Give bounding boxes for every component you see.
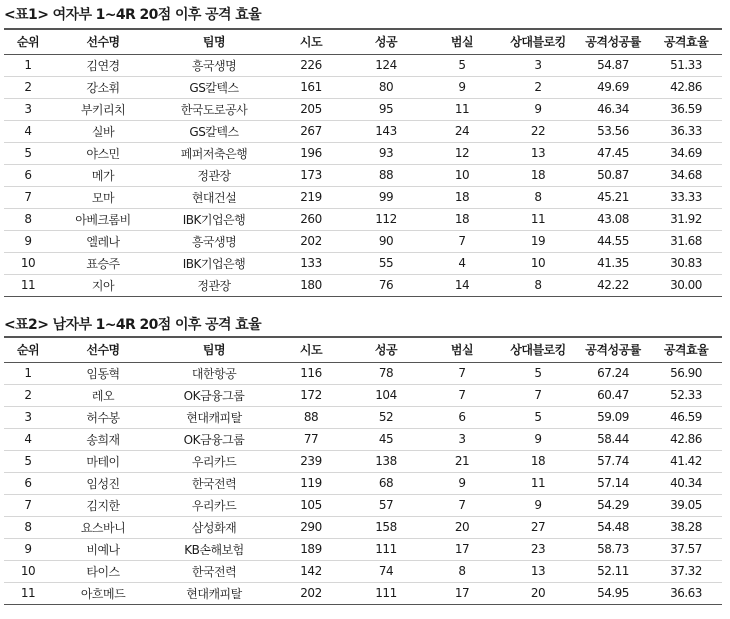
table-cell: 송희재 [52, 428, 154, 450]
table-cell: 45.21 [576, 186, 650, 208]
table-cell: 현대건설 [154, 186, 274, 208]
table-cell: 267 [274, 120, 348, 142]
table-cell: 31.68 [650, 230, 722, 252]
table1 [4, 28, 722, 297]
table-cell: KB손해보험 [154, 538, 274, 560]
table-cell: 42.86 [650, 76, 722, 98]
table-cell: 30.00 [650, 274, 722, 296]
table-cell: 23 [500, 538, 576, 560]
table-cell: 112 [348, 208, 424, 230]
table-cell: 페퍼저축은행 [154, 142, 274, 164]
table1-header-row [4, 29, 722, 54]
table-cell: 105 [274, 494, 348, 516]
table-cell: 아흐메드 [52, 582, 154, 604]
table-cell: 80 [348, 76, 424, 98]
column-header: 상대블로킹 [500, 29, 576, 54]
table-cell: 41.42 [650, 450, 722, 472]
table-cell: 54.87 [576, 54, 650, 76]
table-cell: 189 [274, 538, 348, 560]
table-cell: 51.33 [650, 54, 722, 76]
table-cell: 2 [500, 76, 576, 98]
table-cell: 39.05 [650, 494, 722, 516]
table-cell: 허수봉 [52, 406, 154, 428]
table2-header-row [4, 337, 722, 362]
table-cell: 3 [4, 406, 52, 428]
table-cell: 37.32 [650, 560, 722, 582]
table-cell: 239 [274, 450, 348, 472]
table-cell: 요스바니 [52, 516, 154, 538]
table-cell: 17 [424, 582, 500, 604]
table-cell: 3 [424, 428, 500, 450]
table-cell: 9 [500, 494, 576, 516]
table-row [4, 54, 722, 76]
column-header: 공격효율 [650, 29, 722, 54]
table-cell: 54.95 [576, 582, 650, 604]
table-cell: 36.59 [650, 98, 722, 120]
table-cell: 삼성화재 [154, 516, 274, 538]
table-cell: 31.92 [650, 208, 722, 230]
table-cell: 모마 [52, 186, 154, 208]
table-cell: 4 [4, 428, 52, 450]
column-header: 공격성공률 [576, 337, 650, 362]
table-cell: 226 [274, 54, 348, 76]
table-cell: 37.57 [650, 538, 722, 560]
table-cell: 133 [274, 252, 348, 274]
table-cell: 9 [424, 472, 500, 494]
table-cell: 대한항공 [154, 362, 274, 384]
table-cell: 3 [4, 98, 52, 120]
column-header: 시도 [274, 29, 348, 54]
table-row [4, 406, 722, 428]
table-cell: 강소휘 [52, 76, 154, 98]
table-cell: 김지한 [52, 494, 154, 516]
table-cell: 지아 [52, 274, 154, 296]
table-cell: 실바 [52, 120, 154, 142]
table-row [4, 582, 722, 604]
column-header: 공격효율 [650, 337, 722, 362]
table-cell: 43.08 [576, 208, 650, 230]
table-cell: 엘레나 [52, 230, 154, 252]
table-cell: 50.87 [576, 164, 650, 186]
column-header: 순위 [4, 337, 52, 362]
table-cell: 11 [424, 98, 500, 120]
table-row [4, 252, 722, 274]
column-header: 성공 [348, 29, 424, 54]
table-cell: 18 [424, 208, 500, 230]
table-row [4, 230, 722, 252]
table-cell: 6 [4, 472, 52, 494]
table-cell: 68 [348, 472, 424, 494]
table-cell: 27 [500, 516, 576, 538]
table-row [4, 164, 722, 186]
table-cell: 33.33 [650, 186, 722, 208]
table-cell: 52.33 [650, 384, 722, 406]
table-cell: 김연경 [52, 54, 154, 76]
table-cell: 42.22 [576, 274, 650, 296]
table-cell: 22 [500, 120, 576, 142]
table-cell: 11 [4, 274, 52, 296]
table-cell: 78 [348, 362, 424, 384]
table-cell: 161 [274, 76, 348, 98]
table-row [4, 362, 722, 384]
table2-caption: <표2> 남자부 1~4R 20점 이후 공격 효율 [4, 317, 262, 333]
table2 [4, 336, 722, 605]
table-cell: 표승주 [52, 252, 154, 274]
column-header: 범실 [424, 29, 500, 54]
table-cell: 10 [424, 164, 500, 186]
table-cell: 205 [274, 98, 348, 120]
table-cell: 36.33 [650, 120, 722, 142]
table-cell: 임성진 [52, 472, 154, 494]
table-row [4, 274, 722, 296]
table-cell: 2 [4, 76, 52, 98]
table-cell: 흥국생명 [154, 54, 274, 76]
table-cell: 10 [500, 252, 576, 274]
table-cell: 6 [4, 164, 52, 186]
table-row [4, 538, 722, 560]
table-cell: 36.63 [650, 582, 722, 604]
table-cell: 11 [500, 208, 576, 230]
table-cell: 11 [4, 582, 52, 604]
table-cell: 타이스 [52, 560, 154, 582]
table-cell: 정관장 [154, 164, 274, 186]
table-cell: 111 [348, 582, 424, 604]
table-row [4, 516, 722, 538]
table-cell: 19 [500, 230, 576, 252]
table-cell: 2 [4, 384, 52, 406]
table-cell: 58.44 [576, 428, 650, 450]
column-header: 시도 [274, 337, 348, 362]
table-cell: IBK기업은행 [154, 208, 274, 230]
table-cell: OK금융그룹 [154, 428, 274, 450]
table-cell: 우리카드 [154, 494, 274, 516]
table-cell: 18 [424, 186, 500, 208]
column-header: 상대블로킹 [500, 337, 576, 362]
table-cell: 45 [348, 428, 424, 450]
table-cell: 13 [500, 142, 576, 164]
table-cell: 10 [4, 252, 52, 274]
table-cell: 53.56 [576, 120, 650, 142]
column-header: 순위 [4, 29, 52, 54]
table-cell: 7 [424, 494, 500, 516]
table-cell: 7 [4, 186, 52, 208]
table-cell: 9 [4, 538, 52, 560]
table-cell: 8 [424, 560, 500, 582]
table-cell: 77 [274, 428, 348, 450]
table-cell: 5 [4, 142, 52, 164]
table-cell: 52 [348, 406, 424, 428]
table-cell: 59.09 [576, 406, 650, 428]
table-cell: 202 [274, 582, 348, 604]
table-cell: 158 [348, 516, 424, 538]
column-header: 팀명 [154, 337, 274, 362]
table-cell: 76 [348, 274, 424, 296]
table-cell: 현대캐피탈 [154, 406, 274, 428]
table-cell: 7 [424, 230, 500, 252]
table-cell: 임동혁 [52, 362, 154, 384]
column-header: 팀명 [154, 29, 274, 54]
table-cell: 30.83 [650, 252, 722, 274]
table-cell: 88 [274, 406, 348, 428]
table-cell: 부키리치 [52, 98, 154, 120]
table-cell: IBK기업은행 [154, 252, 274, 274]
table-cell: 34.68 [650, 164, 722, 186]
table-cell: 야스민 [52, 142, 154, 164]
table-cell: 47.45 [576, 142, 650, 164]
table-cell: 42.86 [650, 428, 722, 450]
table-cell: 38.28 [650, 516, 722, 538]
table-cell: OK금융그룹 [154, 384, 274, 406]
table-cell: 58.73 [576, 538, 650, 560]
table-cell: 현대캐피탈 [154, 582, 274, 604]
table-row [4, 76, 722, 98]
column-header: 선수명 [52, 29, 154, 54]
table-cell: 정관장 [154, 274, 274, 296]
table-row [4, 384, 722, 406]
table-cell: 55 [348, 252, 424, 274]
table-row [4, 120, 722, 142]
table-cell: 아베크롬비 [52, 208, 154, 230]
table-cell: 34.69 [650, 142, 722, 164]
table-cell: 8 [4, 208, 52, 230]
table-cell: 14 [424, 274, 500, 296]
table-cell: 290 [274, 516, 348, 538]
table-cell: 138 [348, 450, 424, 472]
table-cell: 18 [500, 164, 576, 186]
table-cell: 18 [500, 450, 576, 472]
table-cell: 6 [424, 406, 500, 428]
table-row [4, 472, 722, 494]
table-cell: 7 [424, 384, 500, 406]
table-cell: 5 [500, 362, 576, 384]
table-cell: GS칼텍스 [154, 120, 274, 142]
column-header: 범실 [424, 337, 500, 362]
table-cell: 흥국생명 [154, 230, 274, 252]
table-cell: 173 [274, 164, 348, 186]
table-cell: 8 [500, 274, 576, 296]
table-cell: 52.11 [576, 560, 650, 582]
table-cell: 5 [424, 54, 500, 76]
table-cell: 7 [500, 384, 576, 406]
table-cell: 202 [274, 230, 348, 252]
table-cell: 10 [4, 560, 52, 582]
table-cell: 9 [500, 428, 576, 450]
table-cell: 9 [500, 98, 576, 120]
table-cell: 119 [274, 472, 348, 494]
table-cell: 비예나 [52, 538, 154, 560]
table-cell: 9 [424, 76, 500, 98]
table-cell: 49.69 [576, 76, 650, 98]
table-cell: 54.48 [576, 516, 650, 538]
column-header: 성공 [348, 337, 424, 362]
table-cell: 116 [274, 362, 348, 384]
table-cell: 한국도로공사 [154, 98, 274, 120]
table-cell: 3 [500, 54, 576, 76]
table-cell: 한국전력 [154, 472, 274, 494]
table-row [4, 98, 722, 120]
table-cell: 219 [274, 186, 348, 208]
table-cell: 8 [500, 186, 576, 208]
table-cell: 21 [424, 450, 500, 472]
table-cell: 172 [274, 384, 348, 406]
table-row [4, 494, 722, 516]
table-cell: 12 [424, 142, 500, 164]
column-header: 선수명 [52, 337, 154, 362]
table-cell: 99 [348, 186, 424, 208]
table-cell: 8 [4, 516, 52, 538]
table-cell: 40.34 [650, 472, 722, 494]
table-row [4, 142, 722, 164]
table-cell: 마테이 [52, 450, 154, 472]
table-cell: 104 [348, 384, 424, 406]
table-cell: 7 [424, 362, 500, 384]
table-cell: 46.34 [576, 98, 650, 120]
table-cell: 93 [348, 142, 424, 164]
table-cell: 111 [348, 538, 424, 560]
table-cell: 196 [274, 142, 348, 164]
table-cell: 11 [500, 472, 576, 494]
table-cell: 57.74 [576, 450, 650, 472]
table-row [4, 208, 722, 230]
table-cell: 46.59 [650, 406, 722, 428]
table-row [4, 450, 722, 472]
table-cell: 20 [424, 516, 500, 538]
table-cell: 90 [348, 230, 424, 252]
column-header: 공격성공률 [576, 29, 650, 54]
table-cell: 4 [4, 120, 52, 142]
table-cell: 9 [4, 230, 52, 252]
table-cell: GS칼텍스 [154, 76, 274, 98]
table-cell: 7 [4, 494, 52, 516]
table-cell: 60.47 [576, 384, 650, 406]
table-cell: 24 [424, 120, 500, 142]
table-cell: 57 [348, 494, 424, 516]
table-cell: 1 [4, 54, 52, 76]
table-cell: 143 [348, 120, 424, 142]
table-row [4, 186, 722, 208]
table-cell: 레오 [52, 384, 154, 406]
table-cell: 20 [500, 582, 576, 604]
table-cell: 142 [274, 560, 348, 582]
table-cell: 우리카드 [154, 450, 274, 472]
table-cell: 124 [348, 54, 424, 76]
table-cell: 13 [500, 560, 576, 582]
table-cell: 41.35 [576, 252, 650, 274]
table-cell: 56.90 [650, 362, 722, 384]
table-row [4, 428, 722, 450]
table1-caption: <표1> 여자부 1~4R 20점 이후 공격 효율 [4, 7, 262, 23]
table-cell: 5 [500, 406, 576, 428]
table-cell: 5 [4, 450, 52, 472]
table-cell: 180 [274, 274, 348, 296]
table-cell: 67.24 [576, 362, 650, 384]
table-cell: 57.14 [576, 472, 650, 494]
table-cell: 88 [348, 164, 424, 186]
table-cell: 한국전력 [154, 560, 274, 582]
table-cell: 1 [4, 362, 52, 384]
table-cell: 95 [348, 98, 424, 120]
table-cell: 메가 [52, 164, 154, 186]
table-cell: 4 [424, 252, 500, 274]
table-cell: 74 [348, 560, 424, 582]
table-cell: 17 [424, 538, 500, 560]
table-cell: 260 [274, 208, 348, 230]
table-cell: 54.29 [576, 494, 650, 516]
table-cell: 44.55 [576, 230, 650, 252]
table-row [4, 560, 722, 582]
